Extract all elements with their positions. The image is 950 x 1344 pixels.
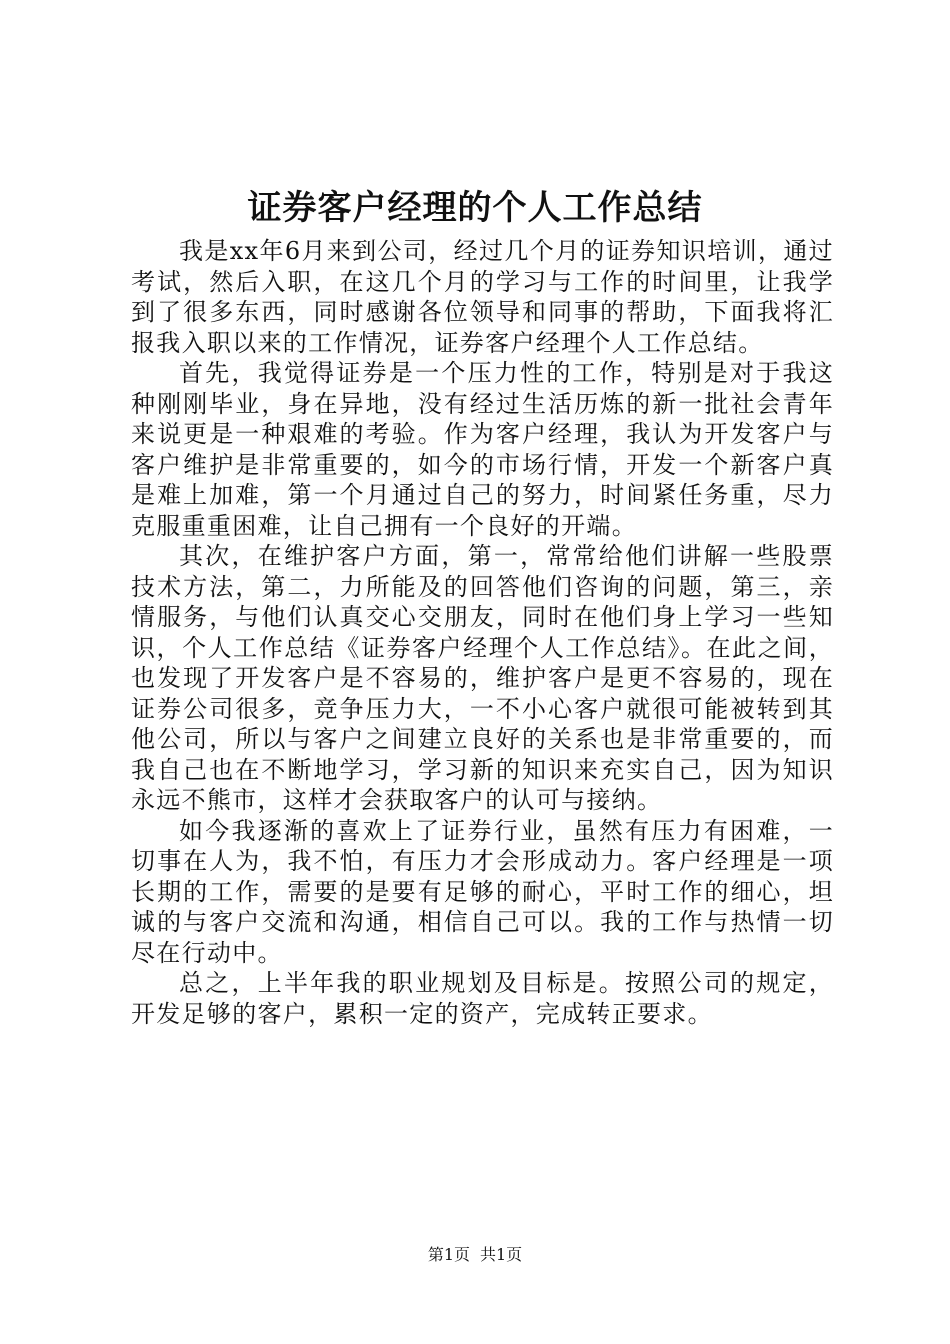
- paragraph-1: 我是xx年6月来到公司，经过几个月的证券知识培训，通过考试，然后入职，在这几个月的学习与工作的时间里，让我学到了很多东西，同时感谢各位领导和同事的帮助，下面我将汇报我入职以来的工作情况，证券客户经理个人工作总结。: [131, 237, 834, 357]
- page-number-current: 第1页: [427, 1245, 470, 1264]
- page-footer: [0, 1244, 950, 1266]
- document-body: [131, 236, 834, 1029]
- paragraph-2: 首先，我觉得证券是一个压力性的工作，特别是对于我这种刚刚毕业，身在异地，没有经过生活历炼的新一批社会青年来说更是一种艰难的考验。作为客户经理，我认为开发客户与客户维护是非常重要的，如今的市场行情，开发一个新客户真是难上加难，第一个月通过自己的努力，时间紧任务重，尽力克服重重困难，让自己拥有一个良好的开端。: [131, 359, 834, 540]
- paragraph-5: 总之，上半年我的职业规划及目标是。按照公司的规定，开发足够的客户，累积一定的资产，完成转正要求。: [131, 969, 834, 1028]
- page-number-total: 共1页: [480, 1245, 523, 1264]
- document-title: 证券客户经理的个人工作总结: [247, 188, 703, 228]
- paragraph-3: 其次，在维护客户方面，第一，常常给他们讲解一些股票技术方法，第二，力所能及的回答他们咨询的问题，第三，亲情服务，与他们认真交心交朋友，同时在他们身上学习一些知识，个人工作总结《证券客户经理个人工作总结》。在此之间，也发现了开发客户是不容易的，维护客户是更不容易的，现在证券公司很多，竞争压力大，一不小心客户就很可能被转到其他公司，所以与客户之间建立良好的关系也是非常重要的，而我自己也在不断地学习，学习新的知识来充实自己，因为知识永远不熊市，这样才会获取客户的认可与接纳。: [131, 542, 834, 814]
- paragraph-4: 如今我逐渐的喜欢上了证券行业，虽然有压力有困难，一切事在人为，我不怕，有压力才会形成动力。客户经理是一项长期的工作，需要的是要有足够的耐心，平时工作的细心，坦诚的与客户交流和沟通，相信自己可以。我的工作与热情一切尽在行动中。: [131, 816, 834, 967]
